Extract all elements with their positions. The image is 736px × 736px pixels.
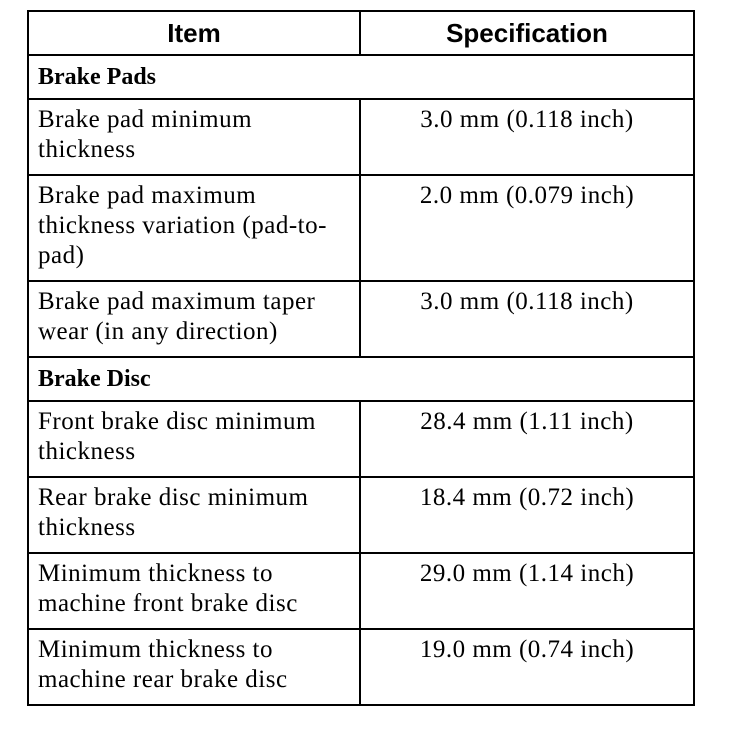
item-cell: Brake pad minimum thickness: [28, 99, 360, 175]
item-cell: Brake pad maximum thickness variation (pad-to-pad): [28, 175, 360, 281]
section-title: Brake Pads: [28, 55, 694, 99]
table-row: [28, 281, 694, 357]
table-row: [28, 629, 694, 705]
table-row: [28, 477, 694, 553]
spec-cell: 28.4 mm (1.11 inch): [360, 401, 694, 477]
table-row: [28, 553, 694, 629]
table-row: [28, 401, 694, 477]
item-cell: Front brake disc minimum thickness: [28, 401, 360, 477]
item-cell: Brake pad maximum taper wear (in any direction): [28, 281, 360, 357]
spec-cell: 19.0 mm (0.74 inch): [360, 629, 694, 705]
column-header-item: Item: [28, 11, 360, 55]
spec-cell: 2.0 mm (0.079 inch): [360, 175, 694, 281]
item-cell: Minimum thickness to machine front brake disc: [28, 553, 360, 629]
column-header-specification: Specification: [360, 11, 694, 55]
spec-cell: 3.0 mm (0.118 inch): [360, 99, 694, 175]
spec-cell: 29.0 mm (1.14 inch): [360, 553, 694, 629]
section-row-brake-pads: [28, 55, 694, 99]
spec-cell: 3.0 mm (0.118 inch): [360, 281, 694, 357]
header-row: [28, 11, 694, 55]
table-row: [28, 99, 694, 175]
item-cell: Rear brake disc minimum thickness: [28, 477, 360, 553]
section-row-brake-disc: [28, 357, 694, 401]
table-row: [28, 175, 694, 281]
section-title: Brake Disc: [28, 357, 694, 401]
item-cell: Minimum thickness to machine rear brake disc: [28, 629, 360, 705]
specification-table: [27, 10, 695, 706]
spec-cell: 18.4 mm (0.72 inch): [360, 477, 694, 553]
